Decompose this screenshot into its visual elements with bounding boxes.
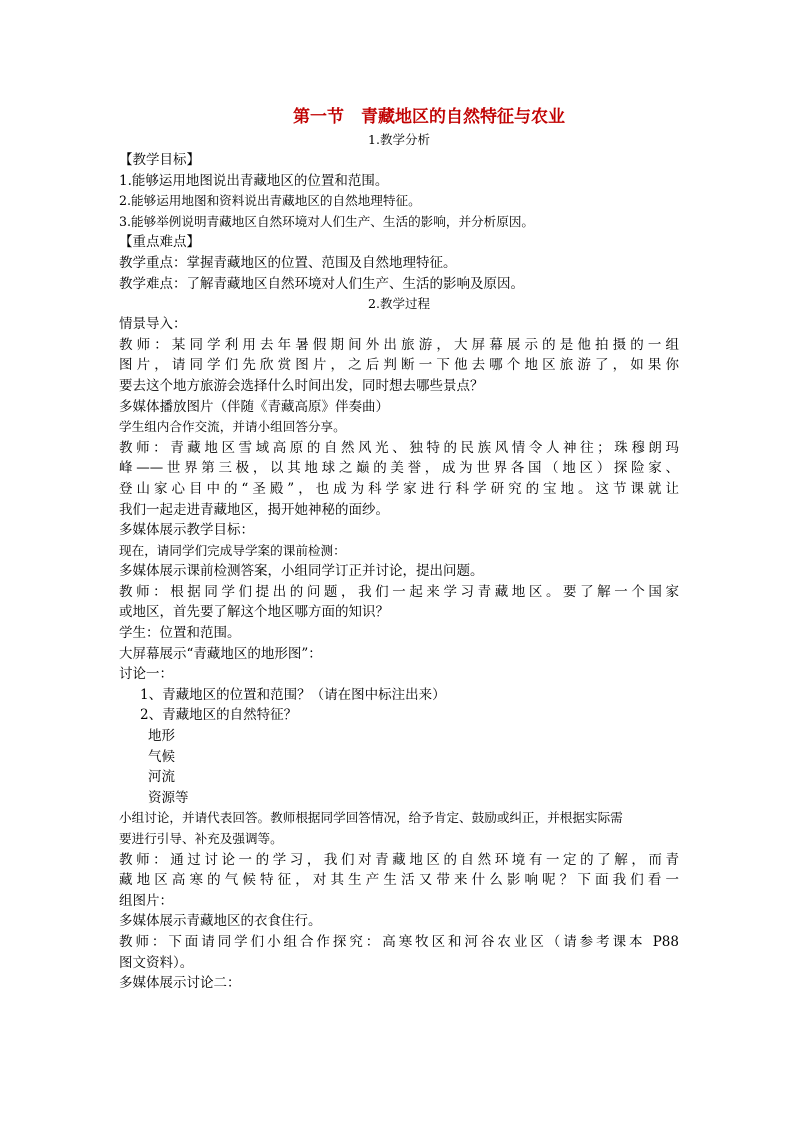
feature-item: 地形 [148,728,175,745]
paragraph-line: 教师：下面请同学们小组合作探究：高寒牧区和河谷农业区（请参考课本 P88 [119,933,679,950]
goal-item-1: 1.能够运用地图说出青藏地区的位置和范围。 [119,172,389,189]
feature-item: 气候 [148,748,175,765]
paragraph-line: 学生组内合作交流，并请小组回答分享。 [119,419,346,435]
paragraph-line: 要去这个地方旅游会选择什么时间出发，同时想去哪些景点？ [119,377,484,394]
paragraph-line: 多媒体展示青藏地区的衣食住行。 [119,913,322,930]
goals-heading: 【教学目标】 [119,152,200,168]
paragraph-line: 教师：通过讨论一的学习，我们对青藏地区的自然环境有一定的了解，而青 [119,851,679,868]
paragraph-line: 教师：青藏地区雪域高原的自然风光、独特的民族风情令人神往；珠穆朗玛 [119,439,679,456]
paragraph-line: 或地区，首先要了解这个地区哪方面的知识？ [119,604,389,621]
intro-label: 情景导入： [119,316,187,333]
paragraph-line: 多媒体播放图片（伴随《青藏高原》伴奏曲） [119,398,389,415]
paragraph-line: 小组讨论，并请代表回答。教师根据同学回答情况，给予肯定、鼓励或纠正，并根据实际需 [119,810,623,826]
section-heading-analysis: 1.教学分析 [368,132,430,147]
page-title: 第一节 青藏地区的自然特征与农业 [293,107,565,127]
paragraph-line: 我们一起走进青藏地区，揭开她神秘的面纱。 [119,501,389,518]
paragraph-line: 藏地区高寒的气候特征，对其生产生活又带来什么影响呢？下面我们看一 [119,872,679,889]
paragraph-line: 多媒体展示教学目标： [119,522,254,539]
discussion-question: 1、青藏地区的位置和范围？（请在图中标注出来） [140,686,446,703]
paragraph-line: 峰——世界第三极，以其地球之巅的美誉，成为世界各国（地区）探险家、 [119,460,679,477]
document-page [119,104,679,994]
paragraph-line: 现在，请同学们完成导学案的课前检测： [119,542,346,558]
discussion-question: 2、青藏地区的自然特征？ [140,707,298,724]
teaching-focus: 教学重点：掌握青藏地区的位置、范围及自然地理特征。 [119,254,457,271]
paragraph-line: 图片，请同学们先欣赏图片，之后判断一下他去哪个地区旅游了，如果你 [119,357,679,374]
paragraph-line: 图文资料）。 [119,954,194,971]
paragraph-line: 大屏幕展示“青藏地区的地形图”： [119,645,322,662]
paragraph-line: 学生：位置和范围。 [119,625,241,642]
paragraph-line: 教师：某同学利用去年暑假期间外出旅游，大屏幕展示的是他拍摄的一组 [119,336,679,353]
paragraph-line: 多媒体展示课前检测答案，小组同学订正并讨论，提出问题。 [119,563,484,580]
key-points-heading: 【重点难点】 [119,234,200,251]
teaching-difficulty: 教学难点：了解青藏地区自然环境对人们生产、生活的影响及原因。 [119,275,524,292]
paragraph-line: 要进行引导、补充及强调等。 [119,831,283,846]
discussion-one-label: 讨论一： [119,666,173,683]
paragraph-line: 登山家心目中的“圣殿”，也成为科学家进行科学研究的宝地。这节课就让 [119,480,679,497]
goal-item-2: 2.能够运用地图和资料说出青藏地区的自然地理特征。 [119,193,421,209]
goal-item-3: 3.能够举例说明青藏地区自然环境对人们生产、生活的影响，并分析原因。 [119,213,535,229]
feature-item: 资源等 [148,789,189,806]
paragraph-line: 多媒体展示讨论二： [119,975,241,992]
paragraph-line: 组图片： [119,892,173,909]
feature-item: 河流 [148,769,175,786]
section-heading-process: 2.教学过程 [368,296,430,312]
paragraph-line: 教师：根据同学们提出的问题，我们一起来学习青藏地区。要了解一个国家 [119,583,679,600]
